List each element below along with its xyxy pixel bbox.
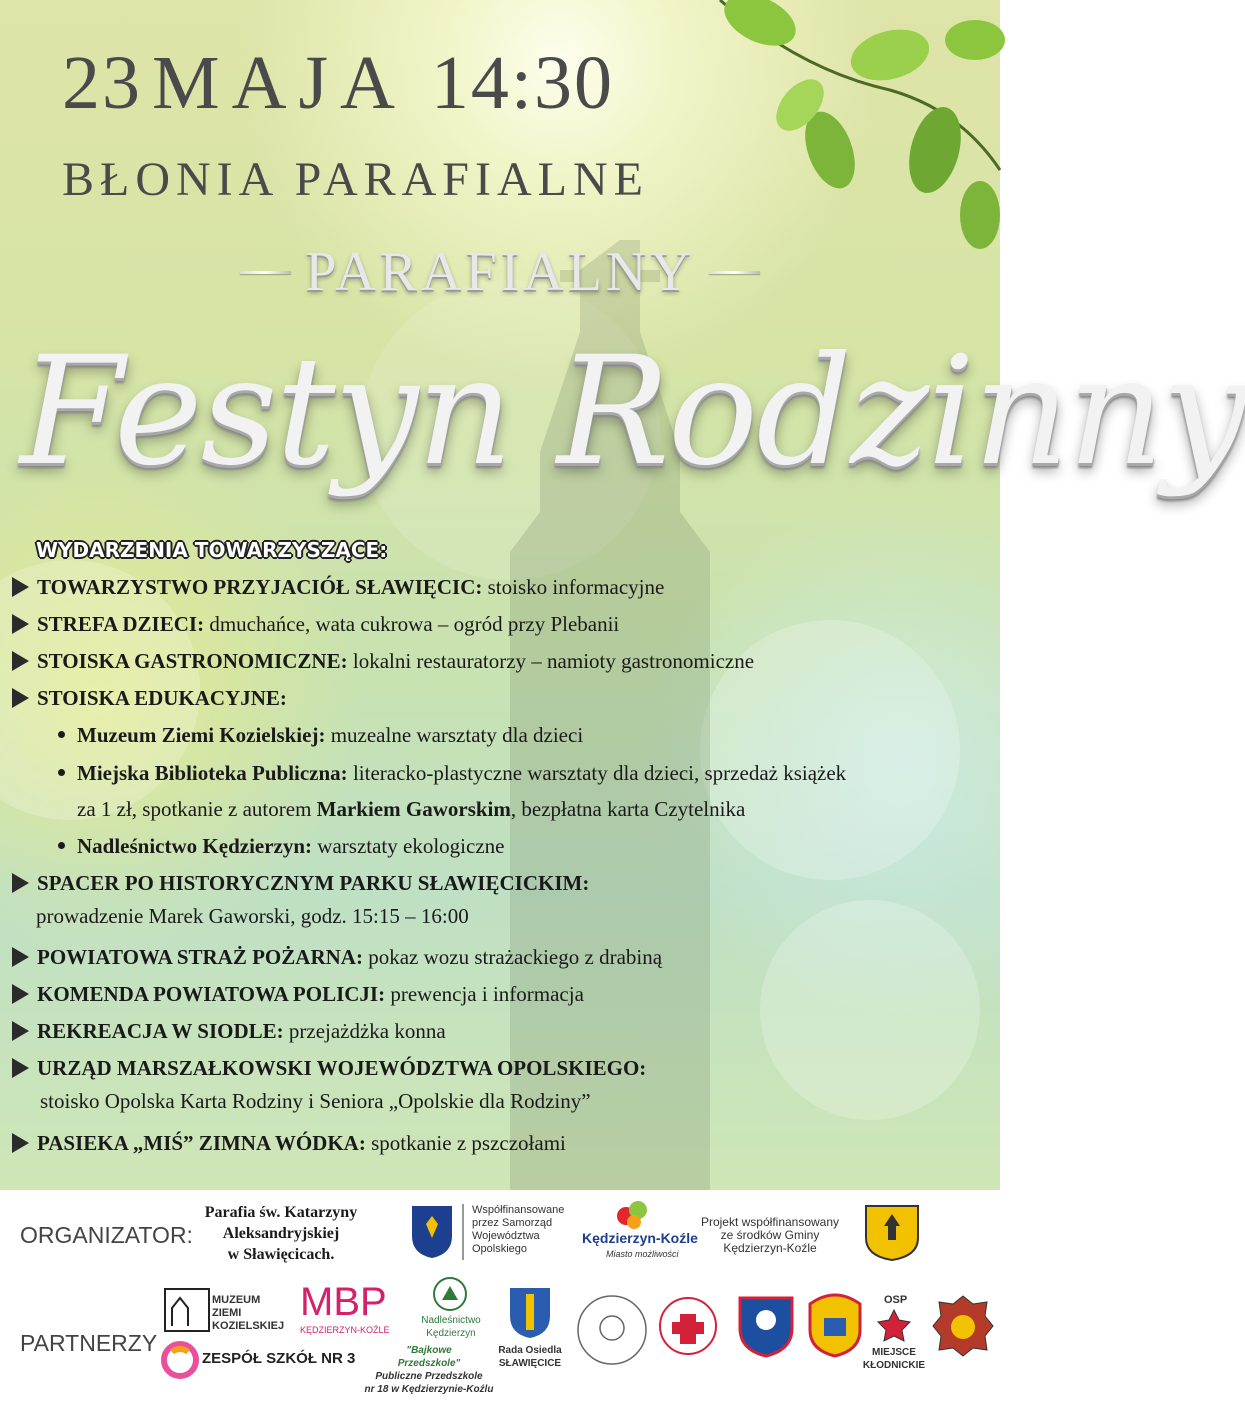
date-day: 23	[62, 41, 142, 125]
cofinance-text-2: Projekt współfinansowany ze środków Gminy Kędzierzyn-Koźle	[700, 1215, 840, 1255]
mbp-logo: MBP	[300, 1280, 387, 1324]
opolskie-crest-icon	[410, 1204, 454, 1260]
event-item: SPACER PO HISTORYCZNYM PARKU SŁAWIĘCICKIM:	[12, 871, 589, 896]
partners-label: PARTNERZY	[20, 1330, 158, 1356]
edu-item: Nadleśnictwo Kędzierzyn: warsztaty ekologiczne	[58, 834, 504, 859]
zespol-szkol-icon	[160, 1340, 200, 1380]
osp-label: OSP	[884, 1294, 908, 1306]
rada-osiedla-text: Rada Osiedla SŁAWIĘCICE	[498, 1345, 562, 1369]
edu-item: Miejska Biblioteka Publiczna: literacko-plastyczne warsztaty dla dzieci, sprzedaż książek	[58, 761, 846, 786]
event-item: POWIATOWA STRAŻ POŻARNA: pokaz wozu strażackiego z drabiną	[12, 945, 662, 970]
event-item: STOISKA GASTRONOMICZNE: lokalni restauratorzy – namioty gastronomiczne	[12, 649, 754, 674]
zespol-szkol-text: ZESPÓŁ SZKÓŁ NR 3	[202, 1350, 356, 1367]
mbp-subtitle: KĘDZIERZYN-KOŹLE	[300, 1325, 390, 1335]
event-date	[62, 40, 614, 127]
arrow-icon	[12, 651, 29, 671]
parafia-name: Parafia św. Katarzyny Aleksandryjskiej w Sławięcicach.	[204, 1204, 358, 1263]
event-detail: stoisko Opolska Karta Rodziny i Seniora „Opolskie dla Rodziny”	[40, 1089, 591, 1113]
lechia-crest-icon	[736, 1294, 796, 1358]
subtitle-row	[240, 240, 760, 304]
event-detail: prowadzenie Marek Gaworski, godz. 15:15 – 16:00	[36, 904, 469, 928]
bullet-icon	[58, 731, 65, 738]
event-item: STREFA DZIECI: dmuchańce, wata cukrowa – ogród przy Plebanii	[12, 612, 619, 637]
city-crest-icon	[860, 1202, 924, 1262]
muzeum-icon	[164, 1288, 210, 1332]
main-title: Festyn Rodzinny	[20, 325, 1245, 499]
event-time: 14:30	[430, 41, 615, 125]
kk-balloons-icon	[612, 1198, 652, 1230]
osp-klodnica-icon	[874, 1308, 914, 1344]
bokeh-circle	[760, 900, 980, 1120]
event-item: PASIEKA „MIŚ” ZIMNA WÓDKA: spotkanie z pszczołami	[12, 1131, 566, 1156]
event-item: KOMENDA POWIATOWA POLICJI: prewencja i informacja	[12, 982, 584, 1007]
przedszkole-text: "Bajkowe Przedszkole" Publiczne Przedszkole nr 18 w Kędzierzynie-Koźlu	[364, 1345, 494, 1395]
kk-logo: Kędzierzyn-Koźle	[582, 1230, 698, 1246]
bullet-icon	[58, 769, 65, 776]
muzeum-logo-text: MUZEUM ZIEMI KOZIELSKIEJ	[212, 1294, 285, 1332]
event-item: REKREACJA W SIODLE: przejażdżka konna	[12, 1019, 446, 1044]
subtitle: PARAFIALNY	[305, 241, 695, 303]
arrow-icon	[12, 984, 29, 1004]
arrow-icon	[12, 614, 29, 634]
arrow-icon	[12, 947, 29, 967]
events-heading: WYDARZENIA TOWARZYSZĄCE:	[36, 538, 388, 562]
arrow-icon	[12, 577, 29, 597]
divider-line	[462, 1204, 464, 1260]
event-venue: BŁONIA PARAFIALNE	[62, 153, 649, 206]
divider-line	[709, 271, 760, 274]
arrow-icon	[12, 1021, 29, 1041]
organizer-label: ORGANIZATOR:	[20, 1222, 193, 1248]
school-seal-icon	[576, 1294, 648, 1366]
date-month: MAJA	[152, 41, 407, 125]
arrow-icon	[12, 1058, 29, 1078]
bullet-icon	[58, 842, 65, 849]
leaves-decoration	[680, 0, 1000, 250]
divider-line	[240, 271, 291, 274]
arrow-icon	[12, 1133, 29, 1153]
event-item: TOWARZYSTWO PRZYJACIÓŁ SŁAWIĘCIC: stoisko informacyjne	[12, 575, 664, 600]
kk-motto: Miasto możliwości	[606, 1249, 679, 1259]
rada-crest-icon	[508, 1286, 552, 1340]
fire-brigade-badge-icon	[932, 1294, 994, 1360]
edu-item: Muzeum Ziemi Kozielskiej: muzealne warsztaty dla dzieci	[58, 723, 583, 748]
forest-logo-icon	[432, 1276, 468, 1312]
osp-place-text: MIEJSCE KŁODNICKIE	[862, 1347, 926, 1371]
cofinance-text-1: Współfinansowane przez Samorząd Województwa Opolskiego	[472, 1204, 565, 1255]
arrow-icon	[12, 688, 29, 708]
arrow-icon	[12, 873, 29, 893]
sponsor-footer	[0, 1190, 1000, 1414]
osp-slawiecice-icon	[806, 1292, 864, 1358]
event-item: URZĄD MARSZAŁKOWSKI WOJEWÓDZTWA OPOLSKIEGO:	[12, 1056, 646, 1081]
edu-item-continuation: za 1 zł, spotkanie z autorem Markiem Gaworskim, bezpłatna karta Czytelnika	[77, 797, 746, 821]
caritas-icon	[658, 1296, 718, 1356]
event-item: STOISKA EDUKACYJNE:	[12, 686, 287, 711]
nadlesnictwo-text: Nadleśnictwo Kędzierzyn	[421, 1315, 481, 1339]
